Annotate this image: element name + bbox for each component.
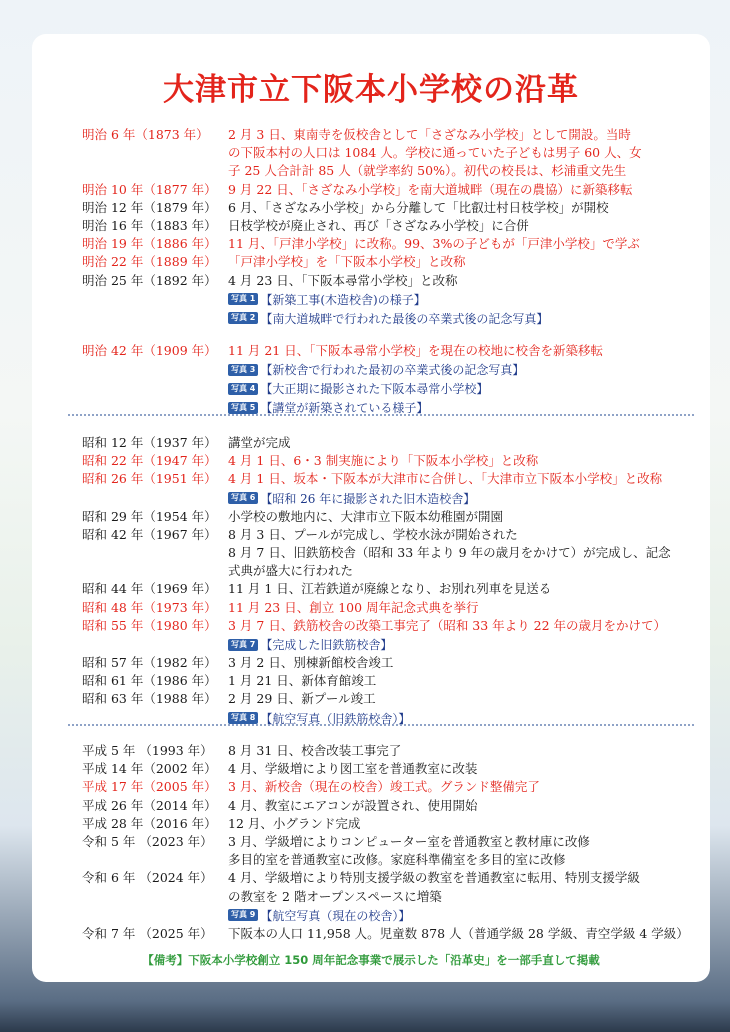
year-label: 明治 10 年（1877 年） (82, 181, 217, 197)
timeline-row (82, 851, 702, 869)
year-label: 昭和 26 年（1951 年） (82, 471, 217, 487)
timeline-row (82, 925, 702, 943)
timeline-row (82, 162, 702, 180)
year-label (82, 144, 228, 162)
event-text: 3 月 7 日、鉄筋校舎の改築工事完了（昭和 33 年より 22 年の歳月をかけて） (228, 617, 667, 633)
event-text: 「戸津小学校」を「下阪本小学校」と改称 (228, 254, 466, 270)
photo-caption: 【完成した旧鉄筋校舎】 (260, 638, 393, 653)
timeline-row (82, 760, 702, 778)
timeline-row (82, 126, 702, 144)
year-label: 昭和 63 年（1988 年） (82, 691, 217, 707)
event-text: 多目的室を普通教室に改修。家庭科準備室を多目的室に改修 (228, 852, 566, 868)
photo-caption: 【航空写真（現在の校舎）】 (260, 908, 411, 923)
year-label: 昭和 29 年（1954 年） (82, 508, 217, 524)
event-text: 日枝学校が廃止され、再び「さざなみ小学校」に合併 (228, 218, 529, 234)
year-label: 平成 14 年（2002 年） (82, 761, 217, 777)
photo-badge: 写真 5 (228, 402, 258, 414)
event-text: 2 月 3 日、東南寺を仮校舎として「さざなみ小学校」として開設。当時 (228, 127, 631, 142)
timeline-row (82, 452, 702, 470)
timeline-row (82, 526, 702, 544)
timeline-row (82, 888, 702, 906)
event-text: 3 月、学級増によりコンピューター室を普通教室と教材庫に改修 (228, 834, 590, 850)
photo-caption: 【南大道城畔で行われた最後の卒業式後の記念写真】 (260, 311, 549, 326)
year-label: 明治 25 年（1892 年） (82, 272, 217, 288)
photo-reference (228, 906, 702, 925)
timeline-row (82, 778, 702, 796)
event-text: の下阪本村の人口は 1084 人。学校に通っていた子どもは男子 60 人、女 (228, 145, 642, 161)
year-label: 明治 19 年（1886 年） (82, 236, 217, 252)
section-divider (68, 724, 694, 726)
photo-reference (228, 309, 702, 328)
photo-caption: 【昭和 26 年に撮影された旧木造校舎】 (260, 491, 476, 506)
footnote: 【備考】下阪本小学校創立 150 周年記念事業で展示した「沿革史」を一部手直して掲載 (142, 953, 600, 967)
year-label: 平成 28 年（2016 年） (82, 815, 217, 831)
year-label: 令和 5 年 （2023 年） (82, 834, 213, 850)
heisei-reiwa-section (82, 742, 702, 943)
timeline-row (82, 272, 702, 290)
timeline-row (82, 617, 702, 635)
event-text: 4 月、学級増により図工室を普通教室に改装 (228, 761, 478, 777)
photo-badge: 写真 3 (228, 364, 258, 376)
year-label: 明治 22 年（1889 年） (82, 254, 217, 270)
year-label: 昭和 48 年（1973 年） (82, 599, 217, 615)
timeline-row (82, 869, 702, 887)
photo-caption: 【講堂が新築されている様子】 (260, 401, 429, 416)
timeline-row (82, 470, 702, 488)
photo-badge: 写真 7 (228, 639, 258, 651)
timeline-row (82, 434, 702, 452)
timeline-row (82, 562, 702, 580)
event-text: 11 月 21 日、「下阪本尋常小学校」を現在の校地に校舎を新築移転 (228, 342, 603, 358)
timeline-row (82, 833, 702, 851)
year-label: 明治 6 年（1873 年） (82, 127, 209, 142)
year-label (82, 162, 228, 180)
event-text: 3 月 2 日、別棟新館校舎竣工 (228, 655, 394, 671)
year-label (82, 562, 228, 580)
timeline-row (82, 508, 702, 526)
year-label: 令和 6 年 （2024 年） (82, 870, 213, 886)
year-label (82, 851, 228, 869)
event-text: 9 月 22 日、「さざなみ小学校」を南大道城畔（現在の農協）に新築移転 (228, 181, 633, 197)
event-text: 8 月 7 日、旧鉄筋校舎（昭和 33 年より 9 年の歳月をかけて）が完成し、記念 (228, 545, 671, 561)
event-text: 1 月 21 日、新体育館竣工 (228, 673, 377, 689)
section-divider (68, 414, 694, 416)
timeline-row (82, 235, 702, 253)
timeline-row (82, 181, 702, 199)
event-text: 3 月、新校舎（現在の校舎）竣工式。グランド整備完了 (228, 779, 540, 795)
timeline-row (82, 342, 702, 360)
photo-reference (228, 360, 702, 379)
event-text: の教室を 2 階オープンスペースに増築 (228, 888, 442, 904)
event-text: 6 月、「さざなみ小学校」から分離して「比叡辻村日枝学校」が開校 (228, 199, 609, 215)
showa-section (82, 434, 702, 728)
timeline-row (82, 797, 702, 815)
photo-badge: 写真 4 (228, 383, 258, 395)
photo-caption: 【新築工事(木造校舎)の様子】 (260, 292, 426, 307)
year-label: 昭和 55 年（1980 年） (82, 617, 217, 633)
photo-badge: 写真 8 (228, 712, 258, 724)
photo-caption: 【大正期に撮影された下阪本尋常小学校】 (260, 382, 489, 397)
event-text: 4 月 1 日、6・3 制実施により「下阪本小学校」と改称 (228, 453, 539, 469)
timeline-row (82, 217, 702, 235)
timeline-row (82, 815, 702, 833)
timeline-row (82, 599, 702, 617)
event-text: 4 月 1 日、坂本・下阪本が大津市に合併し、「大津市立下阪本小学校」と改称 (228, 471, 663, 487)
event-text: 下阪本の人口 11,958 人。児童数 878 人（普通学級 28 学級、青空学級 4 学級） (228, 925, 689, 941)
event-text: 11 月 1 日、江若鉄道が廃線となり、お別れ列車を見送る (228, 581, 552, 597)
year-label: 昭和 61 年（1986 年） (82, 673, 217, 689)
photo-reference (228, 290, 702, 309)
photo-badge: 写真 1 (228, 293, 258, 305)
photo-badge: 写真 6 (228, 492, 258, 504)
timeline-row (82, 544, 702, 562)
event-text: 2 月 29 日、新プール竣工 (228, 691, 376, 707)
timeline-row (82, 580, 702, 598)
photo-badge: 写真 2 (228, 312, 258, 324)
event-text: 8 月 31 日、校舎改装工事完了 (228, 743, 402, 758)
event-text: 12 月、小グランド完成 (228, 815, 361, 831)
year-label: 昭和 57 年（1982 年） (82, 655, 217, 671)
timeline-row (82, 144, 702, 162)
year-label: 令和 7 年 （2025 年） (82, 925, 213, 941)
event-text: 11 月、「戸津小学校」に改称。99、3%の子どもが「戸津小学校」で学ぶ (228, 236, 640, 252)
year-label (82, 544, 228, 562)
photo-caption: 【新校舎で行われた最初の卒業式後の記念写真】 (260, 363, 525, 378)
year-label: 平成 26 年（2014 年） (82, 797, 217, 813)
timeline-row (82, 654, 702, 672)
event-text: 11 月 23 日、創立 100 周年記念式典を挙行 (228, 599, 479, 615)
timeline-row (82, 690, 702, 708)
year-label: 明治 42 年（1909 年） (82, 342, 217, 358)
photo-reference (228, 635, 702, 654)
spacer (82, 328, 702, 342)
timeline-row (82, 253, 702, 271)
page-title: 大津市立下阪本小学校の沿革 (163, 72, 579, 108)
event-text: 8 月 3 日、プールが完成し、学校水泳が開始された (228, 526, 518, 542)
event-text: 4 月、学級増により特別支援学級の教室を普通教室に転用、特別支援学級 (228, 870, 640, 886)
history-card (32, 34, 710, 982)
event-text: 子 25 人合計計 85 人（就学率約 50%）。初代の校長は、杉浦重文先生 (228, 163, 627, 179)
meiji-section (82, 126, 702, 417)
photo-badge: 写真 9 (228, 909, 258, 921)
year-label (82, 888, 228, 906)
year-label: 昭和 42 年（1967 年） (82, 526, 217, 542)
event-text: 式典が盛大に行われた (228, 563, 354, 579)
year-label: 昭和 12 年（1937 年） (82, 435, 217, 450)
event-text: 小学校の敷地内に、大津市立下阪本幼稚園が開園 (228, 508, 504, 524)
year-label: 平成 17 年（2005 年） (82, 779, 217, 795)
photo-reference (228, 379, 702, 398)
year-label: 明治 16 年（1883 年） (82, 218, 217, 234)
year-label: 昭和 44 年（1969 年） (82, 581, 217, 597)
photo-reference (228, 489, 702, 508)
event-text: 4 月 23 日、「下阪本尋常小学校」と改称 (228, 272, 458, 288)
photo-caption: 【航空写真（旧鉄筋校舎）】 (260, 711, 411, 726)
timeline-row (82, 199, 702, 217)
year-label: 平成 5 年 （1993 年） (82, 743, 213, 758)
timeline-row (82, 742, 702, 760)
year-label: 明治 12 年（1879 年） (82, 199, 217, 215)
event-text: 講堂が完成 (228, 435, 291, 450)
event-text: 4 月、教室にエアコンが設置され、使用開始 (228, 797, 478, 813)
timeline-row (82, 672, 702, 690)
year-label: 昭和 22 年（1947 年） (82, 453, 217, 469)
